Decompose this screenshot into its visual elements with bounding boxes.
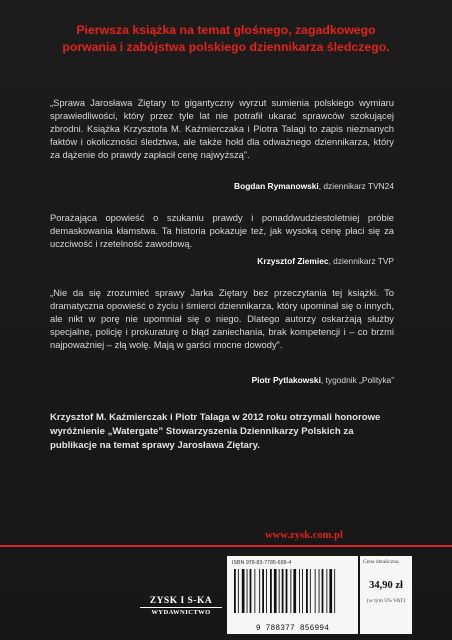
isbn-label: ISBN 978-83-7785-699-4 bbox=[232, 560, 292, 566]
barcode-bar bbox=[242, 569, 245, 613]
barcode-bar bbox=[302, 569, 303, 613]
barcode-bar bbox=[262, 569, 264, 613]
barcode-bar bbox=[282, 569, 284, 613]
author-name: Bogdan Rymanowski bbox=[234, 181, 319, 191]
price-value: 34,90 zł bbox=[369, 580, 403, 591]
barcode-bar bbox=[306, 569, 308, 613]
barcode-bar bbox=[266, 569, 267, 613]
quote-ziemiec: Porażająca opowieść o szukaniu prawdy i ponaddwudziestoletniej próbie demaskowania kłamstwa. Ta historia pokazuje też, jak wysoką cenę płaci się za uczciwość i rzetelność zawodową. bbox=[50, 212, 394, 250]
quote-author-ziemiec bbox=[54, 256, 394, 266]
barcode-panel bbox=[227, 556, 358, 634]
barcode-bar bbox=[234, 569, 236, 613]
barcode-bar bbox=[315, 569, 316, 613]
quote-rymanowski: „Sprawa Jarosława Ziętary to gigantyczny wyrzut sumienia polskiego wymiaru sprawiedliwości, który przez tyle lat nie potrafił ukarać sprawców szokującej zbrodni. Książka Krzysztofa M. Kaźmierczaka i Piotra Talagi to zapis nieznanych faktów i okoliczności śledztwa, ale także hołd dla odważnego dziennikarza, który za dążenie do prawdy zapłacił cenę najwyższą”. bbox=[50, 97, 394, 161]
barcode-bar bbox=[293, 569, 296, 613]
quote-author-rymanowski bbox=[54, 181, 394, 191]
barcode-bar bbox=[290, 569, 291, 613]
publisher-name: ZYSK I S-KA bbox=[149, 596, 213, 606]
barcode-bar bbox=[250, 569, 252, 613]
publisher-logo bbox=[140, 596, 222, 616]
headline-line-2: porwania i zabójstwa polskiego dziennikarza śledczego. bbox=[62, 40, 390, 54]
barcode-bar bbox=[247, 569, 248, 613]
barcode-bar bbox=[238, 569, 239, 613]
barcode-bar bbox=[326, 569, 327, 613]
award-note: Krzysztof M. Kaźmierczak i Piotr Talaga w 2012 roku otrzymali honorowe wyróżnienie „Watergate” Stowarzyszenia Dziennikarzy Polskich za publikacje na temat sprawy Jarosława Ziętary. bbox=[50, 412, 381, 452]
author-name: Krzysztof Ziemiec bbox=[257, 256, 329, 266]
author-role: , dziennikarz TVN24 bbox=[318, 181, 394, 191]
barcode-bar bbox=[299, 569, 300, 613]
quote-pytlakowski: „Nie da się zrozumieć sprawy Jarka Ziętary bez przeczytania tej książki. To dramatyczna opowieść o życiu i śmierci dziennikarza, który upominał się o innych, ale nikt w porę nie upomniał się o niego. Dlatego autorzy oskarżają służby specjalne, policję i prokuraturę o błąd zaniechania, brak kompetencji i – co brzmi najpoważniej – złą wolę. Mają w garści mocne dowody”. bbox=[50, 287, 394, 351]
barcode-bar bbox=[310, 569, 311, 613]
barcode-bar bbox=[279, 569, 280, 613]
barcode-bar bbox=[322, 569, 324, 613]
barcode-bar bbox=[286, 569, 288, 613]
barcode-icon bbox=[232, 569, 353, 623]
quote-author-pytlakowski bbox=[54, 375, 394, 385]
barcode-bar bbox=[319, 569, 320, 613]
publisher-url[interactable]: www.zysk.com.pl bbox=[265, 530, 343, 541]
barcode-bar bbox=[254, 569, 255, 613]
headline-line-1: Pierwsza książka na temat głośnego, zagadkowego bbox=[76, 23, 376, 37]
barcode-bar bbox=[274, 569, 277, 613]
author-role: , dziennikarz TVP bbox=[328, 256, 394, 266]
price-vat: (w tym 5% VAT) bbox=[366, 598, 406, 604]
author-role: , tygodnik „Polityka” bbox=[320, 375, 394, 385]
author-name: Piotr Pytlakowski bbox=[251, 375, 321, 385]
barcode-bar bbox=[329, 569, 332, 613]
barcode-number: 9 788377 856994 bbox=[255, 625, 330, 633]
publisher-subtitle: WYDAWNICTWO bbox=[140, 607, 222, 616]
barcode-bar bbox=[334, 569, 335, 613]
price-label: Cena detaliczna bbox=[363, 559, 399, 565]
price-panel bbox=[360, 556, 412, 634]
barcode-bar bbox=[259, 569, 260, 613]
red-divider bbox=[0, 545, 452, 547]
barcode-bar bbox=[270, 569, 272, 613]
headline bbox=[36, 22, 416, 56]
